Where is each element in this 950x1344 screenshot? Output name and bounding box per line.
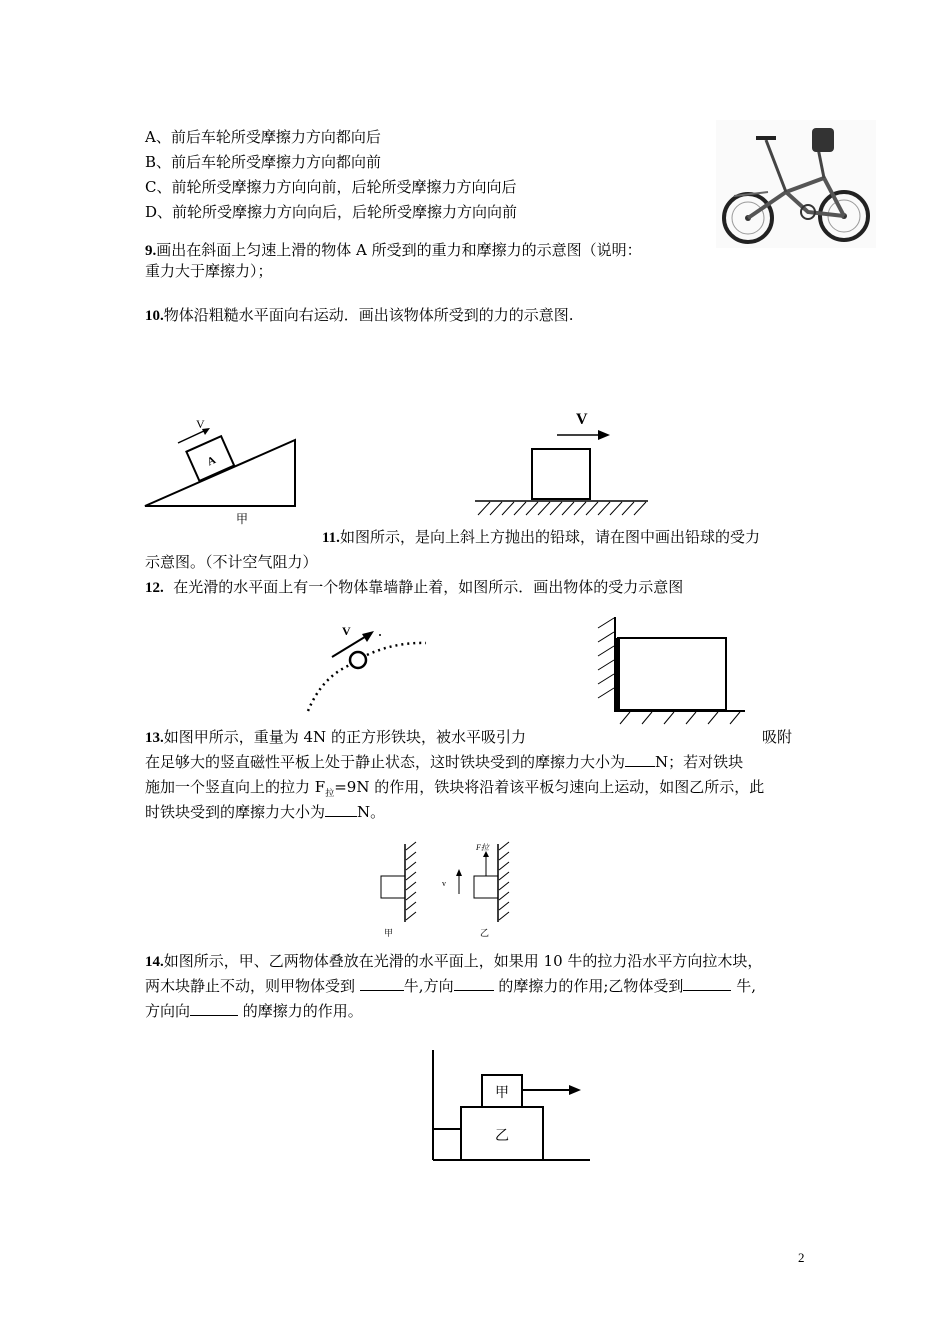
pull-force-label: F拉 — [476, 843, 489, 852]
answer-blank-14a[interactable] — [360, 976, 404, 991]
question-11-line1 — [322, 527, 760, 548]
question-14-line1 — [145, 951, 762, 972]
question-13-line3-text: 施加一个竖直向上的拉力 F — [145, 778, 326, 796]
question-9-line1 — [145, 240, 642, 261]
block-yi-label: 乙 — [495, 1129, 509, 1144]
question-11-text: 如图所示，是向上斜上方抛出的铅球，请在图中画出铅球的受力 — [339, 528, 760, 546]
block-a-label: A — [205, 454, 218, 469]
force-subscript: 拉 — [325, 789, 335, 799]
magnetic-board-figure — [372, 836, 512, 944]
option-c: C、前轮所受摩擦力方向向前，后轮所受摩擦力方向向后 — [145, 178, 517, 196]
question-13-line3 — [145, 777, 764, 804]
figure-yi-label: 乙 — [480, 928, 490, 938]
question-13-line4-text: 时铁块受到的摩擦力大小为 — [145, 803, 326, 821]
question-13-line4 — [145, 802, 385, 822]
question-14-line2-c: 的摩擦力的作用;乙物体受到 — [498, 977, 684, 995]
question-13-line4-end: N。 — [357, 803, 386, 821]
question-9-line2: 重力大于摩擦力）； — [145, 262, 273, 280]
question-14-line2 — [145, 976, 756, 996]
question-11-line2: 示意图。（不计空气阻力） — [145, 553, 318, 571]
question-13-number: 13. — [145, 730, 164, 746]
question-14-line2-a: 两木块静止不动，则甲物体受到 — [145, 977, 356, 995]
question-10-text: 物体沿粗糙水平面向右运动．画出该物体所受到的力的示意图. — [163, 306, 574, 324]
moving-block — [532, 449, 590, 499]
question-10 — [145, 305, 574, 326]
question-13-text-a: 如图甲所示，重量为 4N 的正方形铁块，被水平吸引力 — [163, 728, 526, 746]
answer-blank-13a[interactable] — [625, 752, 655, 767]
question-11-number: 11. — [322, 530, 340, 546]
question-14-text: 如图所示，甲、乙两物体叠放在光滑的水平面上，如果用 10 牛的拉力沿水平方向拉木块， — [163, 952, 763, 970]
option-d: D、前轮所受摩擦力方向向后，后轮所受摩擦力方向向前 — [145, 203, 518, 221]
question-9-text: 画出在斜面上匀速上滑的物体 A 所受到的重力和摩擦力的示意图（说明： — [156, 241, 642, 259]
question-13-line1-end: 吸附 — [762, 728, 793, 746]
incline-caption: 甲 — [236, 512, 249, 526]
flat-velocity-label: V — [576, 411, 588, 428]
question-14-line3-a: 方向向 — [145, 1002, 191, 1020]
question-14-line3-b: 的摩擦力的作用。 — [242, 1002, 363, 1020]
question-14-line3 — [145, 1001, 363, 1021]
page-number: 2 — [798, 1250, 805, 1265]
question-12-number: 12. — [145, 580, 164, 596]
stacked-blocks-figure — [425, 1045, 595, 1165]
question-13-line2 — [145, 752, 743, 772]
answer-blank-14b[interactable] — [454, 976, 494, 991]
question-14-line2-d: 牛, — [736, 977, 756, 995]
ball-velocity-label: V — [342, 624, 351, 638]
option-b: B、前后车轮所受摩擦力方向都向前 — [145, 153, 382, 171]
question-13-line2-end: N；若对铁块 — [655, 753, 744, 771]
answer-blank-14d[interactable] — [190, 1001, 238, 1016]
option-a: A、前后车轮所受摩擦力方向都向后 — [145, 128, 381, 146]
flat-surface-figure — [470, 402, 655, 522]
figure-jia-label: 甲 — [384, 928, 394, 938]
question-10-number: 10. — [145, 308, 164, 324]
question-12-text: 在光滑的水平面上有一个物体靠墙静止着，如图所示．画出物体的受力示意图 — [173, 578, 684, 596]
question-12 — [145, 577, 683, 598]
shot-put-ball — [350, 652, 366, 668]
incline-figure — [140, 410, 305, 530]
question-13-line1 — [145, 727, 526, 748]
question-13-line2-text: 在足够大的竖直磁性平板上处于静止状态，这时铁块受到的摩擦力大小为 — [145, 753, 626, 771]
magnet-velocity-label: v — [442, 879, 446, 888]
block-jia-label: 甲 — [495, 1086, 509, 1101]
question-13-line3-end: =9N 的作用，铁块将沿着该平板匀速向上运动，如图乙所示，此 — [334, 778, 765, 796]
question-14-line2-b: 牛,方向 — [403, 977, 454, 995]
velocity-label: V — [196, 417, 205, 431]
answer-blank-14c[interactable] — [683, 976, 731, 991]
bicycle-image — [716, 120, 876, 248]
question-14-number: 14. — [145, 954, 164, 970]
question-9-number: 9. — [145, 243, 157, 259]
wall-block-figure — [590, 612, 750, 727]
answer-blank-13b[interactable] — [325, 802, 357, 817]
shot-put-figure — [300, 615, 440, 715]
resting-block — [618, 638, 726, 710]
